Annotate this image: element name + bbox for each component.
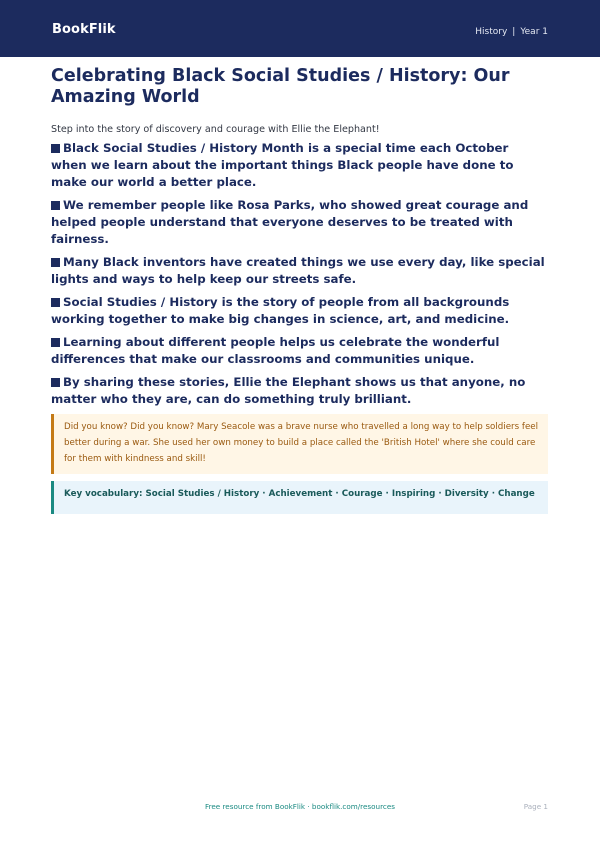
- fact-list: [51, 140, 548, 408]
- list-item: [51, 197, 548, 248]
- list-item: [51, 294, 548, 328]
- fact-text: Learning about different people helps us celebrate the wonderful differences that make our classrooms and communities unique.: [51, 335, 500, 366]
- page-number: Page 1: [523, 802, 548, 811]
- breadcrumb-subject[interactable]: History: [475, 27, 508, 37]
- fact-text: Social Studies / History is the story of people from all backgrounds working together to make big changes in science, art, and medicine.: [51, 295, 510, 326]
- list-item: [51, 334, 548, 368]
- square-bullet-icon: [51, 378, 60, 387]
- fact-text: Many Black inventors have created things we use every day, like special lights and ways to help keep our streets safe.: [51, 255, 545, 286]
- square-bullet-icon: [51, 201, 60, 210]
- square-bullet-icon: [51, 144, 60, 153]
- fact-text: Black Social Studies / History Month is a special time each October when we learn about the important things Black people have done to make our world a better place.: [51, 141, 514, 189]
- fact-text: We remember people like Rosa Parks, who showed great courage and helped people understand that everyone deserves to be treated with fairness.: [51, 198, 529, 246]
- list-item: [51, 254, 548, 288]
- square-bullet-icon: [51, 258, 60, 267]
- page-title: Celebrating Black Social Studies / History: Our Amazing World: [51, 66, 510, 107]
- breadcrumb-separator: |: [512, 27, 516, 37]
- breadcrumb: [475, 27, 548, 37]
- intro-text: Step into the story of discovery and courage with Ellie the Elephant!: [51, 124, 380, 135]
- square-bullet-icon: [51, 338, 60, 347]
- list-item: [51, 374, 548, 408]
- footer-link[interactable]: Free resource from BookFlik · bookflik.com/resources: [204, 802, 396, 811]
- header-bar: [0, 0, 600, 57]
- footer: [0, 802, 600, 816]
- breadcrumb-year[interactable]: Year 1: [520, 27, 548, 37]
- did-you-know-callout: Did you know? Did you know? Mary Seacole was a brave nurse who travelled a long way to help soldiers feel better during a war. She used her own money to build a place called the 'British Hotel' where she could care for them with kindness and skill!: [51, 414, 548, 474]
- list-item: [51, 140, 548, 191]
- fact-text: By sharing these stories, Ellie the Elephant shows us that anyone, no matter who they are, can do something truly brilliant.: [51, 375, 526, 406]
- main-content: [51, 66, 548, 514]
- square-bullet-icon: [51, 298, 60, 307]
- vocabulary-box: Key vocabulary: Social Studies / History · Achievement · Courage · Inspiring · Diversity · Change: [51, 481, 548, 514]
- brand-logo[interactable]: BookFlik: [52, 22, 116, 37]
